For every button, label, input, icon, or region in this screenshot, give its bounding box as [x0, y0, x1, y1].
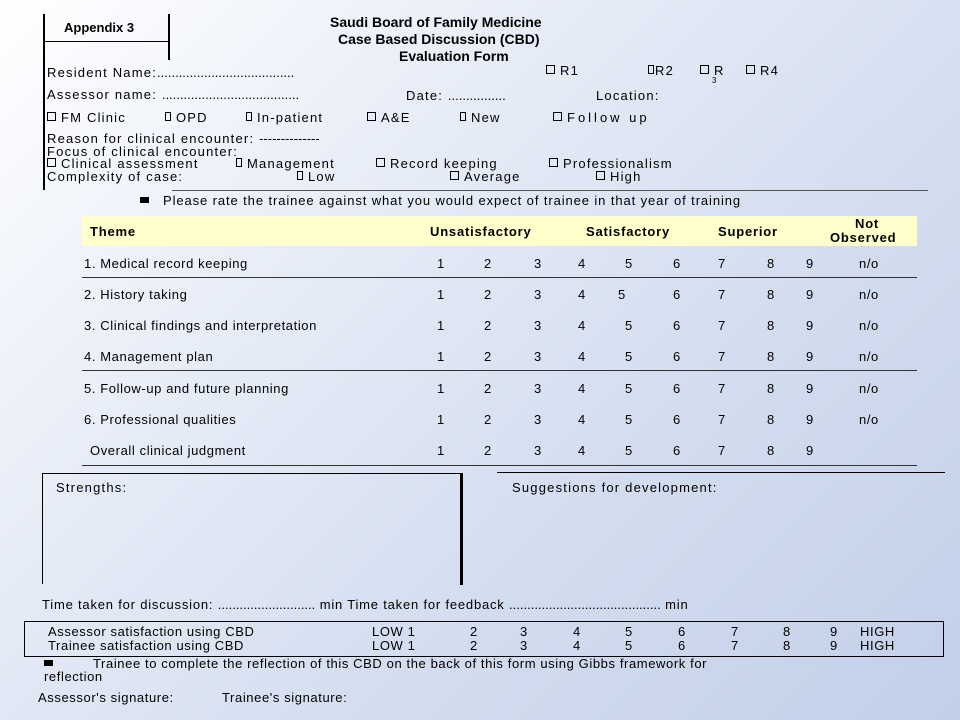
trainee-satisfaction-label: Trainee satisfaction using CBD	[48, 638, 244, 653]
rating-option-2[interactable]: 2	[484, 256, 492, 271]
focus-label: Focus of clinical encounter:	[47, 144, 239, 159]
checkbox-icon[interactable]	[700, 65, 709, 74]
rating-option-5[interactable]: 5	[625, 412, 633, 427]
checkbox-icon[interactable]	[47, 112, 56, 121]
assessor-satisfaction-option-8[interactable]: 8	[783, 624, 791, 639]
trainee-satisfaction-option-3[interactable]: 3	[520, 638, 528, 653]
trainee-satisfaction-option-8[interactable]: 8	[783, 638, 791, 653]
header-divider	[172, 190, 928, 191]
page-title: Saudi Board of Family Medicine	[330, 14, 542, 30]
rating-option-7[interactable]: 7	[718, 287, 726, 302]
checkbox-icon[interactable]	[549, 158, 558, 167]
rating-option-1[interactable]: 1	[437, 349, 445, 364]
setting-in-patient[interactable]: In-patient	[246, 110, 323, 125]
row-label: 3. Clinical findings and interpretation	[84, 318, 317, 333]
col-satisfactory: Satisfactory	[586, 224, 671, 239]
assessor-satisfaction-option-2[interactable]: 2	[470, 624, 478, 639]
col-superior: Superior	[718, 224, 778, 239]
assessor-satisfaction-low-1[interactable]: LOW 1	[372, 624, 416, 639]
strengths-divider	[460, 473, 463, 585]
rating-option-2[interactable]: 2	[484, 381, 492, 396]
row-label: Overall clinical judgment	[90, 443, 246, 458]
checkbox-icon[interactable]	[376, 158, 385, 167]
rating-option-9[interactable]: 9	[806, 256, 814, 271]
trainee-signature-label[interactable]: Trainee's signature:	[222, 690, 348, 705]
complexity-label: Complexity of case:	[47, 169, 184, 184]
rating-option-4[interactable]: 4	[578, 412, 586, 427]
checkbox-icon[interactable]	[746, 65, 755, 74]
row-label: 5. Follow-up and future planning	[84, 381, 289, 396]
date-field[interactable]: ................	[447, 88, 506, 103]
checkbox-icon[interactable]	[460, 112, 466, 121]
time-taken-line: Time taken for discussion: ........................... min Time taken for feedback .......................................... min	[42, 597, 689, 612]
r4-option[interactable]: R4	[746, 63, 779, 78]
resident-name-label: Resident Name:......................................	[47, 65, 295, 80]
checkbox-icon[interactable]	[546, 65, 555, 74]
setting-ae[interactable]: A&E	[367, 110, 411, 125]
rating-option-1[interactable]: 1	[437, 412, 445, 427]
row-divider	[82, 277, 917, 278]
rating-option-6[interactable]: 6	[673, 349, 681, 364]
rating-option-9[interactable]: 9	[806, 318, 814, 333]
rating-option-8[interactable]: 8	[767, 318, 775, 333]
rating-option-7[interactable]: 7	[718, 318, 726, 333]
rating-option-8[interactable]: 8	[767, 287, 775, 302]
discussion-time-field[interactable]: ...........................	[217, 597, 316, 612]
rating-option-1[interactable]: 1	[437, 318, 445, 333]
setting-new[interactable]: New	[460, 110, 501, 125]
trainee-satisfaction-option-9[interactable]: 9	[830, 638, 838, 653]
rating-option-1[interactable]: 1	[437, 381, 445, 396]
trainee-satisfaction-low-1[interactable]: LOW 1	[372, 638, 416, 653]
rating-option-4[interactable]: 4	[578, 287, 586, 302]
complexity-high[interactable]: High	[596, 169, 642, 184]
appendix-label: Appendix 3	[64, 20, 135, 35]
strengths-label: Strengths:	[56, 480, 128, 495]
rating-option-5[interactable]: 5	[618, 287, 626, 302]
checkbox-icon[interactable]	[648, 65, 654, 74]
assessor-satisfaction-option-6[interactable]: 6	[678, 624, 686, 639]
resident-name-field[interactable]: ......................................	[157, 65, 295, 80]
assessor-name-label: Assessor name: ......................................	[47, 87, 300, 102]
location-label: Location:	[596, 88, 660, 103]
row-divider	[82, 370, 917, 371]
not-observed-option[interactable]: n/o	[859, 318, 879, 333]
rating-option-1[interactable]: 1	[437, 287, 445, 302]
assessor-satisfaction-option-7[interactable]: 7	[731, 624, 739, 639]
row-label: 1. Medical record keeping	[84, 256, 248, 271]
r3-option[interactable]: R	[700, 63, 725, 78]
col-unsatisfactory: Unsatisfactory	[430, 224, 532, 239]
complexity-average[interactable]: Average	[450, 169, 521, 184]
reason-label: Reason for clinical encounter: --------------	[47, 131, 320, 146]
rating-option-2[interactable]: 2	[484, 412, 492, 427]
assessor-satisfaction-option-4[interactable]: 4	[573, 624, 581, 639]
col-not-observed-2: Observed	[830, 230, 897, 245]
assessor-satisfaction-option-9[interactable]: 9	[830, 624, 838, 639]
suggestions-top-border	[497, 472, 945, 473]
rating-option-9[interactable]: 9	[806, 381, 814, 396]
col-not-observed-1: Not	[855, 216, 880, 231]
col-theme: Theme	[90, 224, 136, 239]
rating-option-4[interactable]: 4	[578, 349, 586, 364]
trainee-satisfaction-option-5[interactable]: 5	[625, 638, 633, 653]
trainee-satisfaction-option-7[interactable]: 7	[731, 638, 739, 653]
rating-option-1[interactable]: 1	[437, 256, 445, 271]
focus-record-keeping[interactable]: Record keeping	[376, 156, 498, 171]
r3-subscript: 3	[712, 76, 717, 85]
trainee-satisfaction-high[interactable]: HIGH	[860, 638, 895, 653]
checkbox-icon[interactable]	[367, 112, 376, 121]
not-observed-option[interactable]: n/o	[859, 256, 879, 271]
checkbox-icon[interactable]	[596, 171, 605, 180]
assessor-satisfaction-high[interactable]: HIGH	[860, 624, 895, 639]
setting-fm-clinic[interactable]: FM Clinic	[47, 110, 126, 125]
focus-clinical-assessment[interactable]: Clinical assessment	[47, 156, 199, 171]
appendix-right-border	[168, 14, 170, 60]
row-label: 4. Management plan	[84, 349, 214, 364]
rating-instruction: Please rate the trainee against what you would expect of trainee in that year of training	[140, 193, 741, 208]
complexity-low[interactable]: Low	[297, 169, 335, 184]
rating-option-3[interactable]: 3	[534, 443, 542, 458]
trainee-satisfaction-option-4[interactable]: 4	[573, 638, 581, 653]
rating-option-3[interactable]: 3	[534, 256, 542, 271]
rating-option-3[interactable]: 3	[534, 318, 542, 333]
assessor-signature-label[interactable]: Assessor's signature:	[38, 690, 174, 705]
suggestions-label: Suggestions for development:	[512, 480, 718, 495]
rating-option-3[interactable]: 3	[534, 349, 542, 364]
row-label: 2. History taking	[84, 287, 188, 302]
rating-option-5[interactable]: 5	[625, 381, 633, 396]
rating-option-3[interactable]: 3	[534, 381, 542, 396]
checkbox-icon[interactable]	[297, 171, 303, 180]
r1-option[interactable]: R1	[546, 63, 579, 78]
feedback-time-field[interactable]: ..........................................	[509, 597, 661, 612]
checkbox-icon[interactable]	[553, 112, 562, 121]
bullet-icon	[44, 660, 53, 666]
assessor-satisfaction-option-3[interactable]: 3	[520, 624, 528, 639]
rating-option-5[interactable]: 5	[625, 256, 633, 271]
rating-option-8[interactable]: 8	[767, 381, 775, 396]
appendix-bottom-border	[43, 41, 169, 42]
rating-option-9[interactable]: 9	[806, 412, 814, 427]
rating-option-7[interactable]: 7	[718, 256, 726, 271]
rating-option-4[interactable]: 4	[578, 443, 586, 458]
not-observed-option[interactable]: n/o	[859, 381, 879, 396]
date-label: Date: ................	[406, 88, 506, 103]
bullet-icon	[140, 197, 149, 203]
focus-management[interactable]: Management	[236, 156, 335, 171]
rating-option-9[interactable]: 9	[806, 287, 814, 302]
rating-option-1[interactable]: 1	[437, 443, 445, 458]
not-observed-option[interactable]: n/o	[859, 412, 879, 427]
trainee-satisfaction-option-6[interactable]: 6	[678, 638, 686, 653]
rating-option-6[interactable]: 6	[673, 318, 681, 333]
rating-option-2[interactable]: 2	[484, 287, 492, 302]
rating-option-2[interactable]: 2	[484, 318, 492, 333]
assessor-name-field[interactable]: ......................................	[161, 87, 300, 102]
rating-option-8[interactable]: 8	[767, 349, 775, 364]
rating-option-7[interactable]: 7	[718, 443, 726, 458]
reflection-instruction: Trainee to complete the reflection of this CBD on the back of this form using Gibbs framework for	[44, 656, 707, 671]
checkbox-icon[interactable]	[236, 158, 242, 167]
rating-option-8[interactable]: 8	[767, 412, 775, 427]
rating-option-6[interactable]: 6	[673, 256, 681, 271]
rating-option-2[interactable]: 2	[484, 349, 492, 364]
trainee-satisfaction-option-2[interactable]: 2	[470, 638, 478, 653]
reason-field[interactable]: --------------	[259, 131, 320, 146]
rating-option-8[interactable]: 8	[767, 256, 775, 271]
rating-option-4[interactable]: 4	[578, 256, 586, 271]
checkbox-icon[interactable]	[246, 112, 252, 121]
form-title: Evaluation Form	[399, 48, 509, 64]
checkbox-icon[interactable]	[47, 158, 56, 167]
rating-option-7[interactable]: 7	[718, 349, 726, 364]
row-label: 6. Professional qualities	[84, 412, 237, 427]
rating-option-8[interactable]: 8	[767, 443, 775, 458]
rating-option-3[interactable]: 3	[534, 412, 542, 427]
setting-opd[interactable]: OPD	[165, 110, 208, 125]
rating-option-6[interactable]: 6	[673, 443, 681, 458]
reflection-continued: reflection	[44, 669, 103, 684]
rating-option-6[interactable]: 6	[673, 287, 681, 302]
rating-option-4[interactable]: 4	[578, 381, 586, 396]
rating-option-6[interactable]: 6	[673, 381, 681, 396]
not-observed-option[interactable]: n/o	[859, 349, 879, 364]
checkbox-icon[interactable]	[450, 171, 459, 180]
not-observed-option[interactable]: n/o	[859, 287, 879, 302]
assessor-satisfaction-label: Assessor satisfaction using CBD	[48, 624, 255, 639]
focus-professionalism[interactable]: Professionalism	[549, 156, 673, 171]
rating-option-5[interactable]: 5	[625, 349, 633, 364]
rating-option-5[interactable]: 5	[625, 318, 633, 333]
setting-follow-up[interactable]: Follow up	[553, 110, 650, 125]
page-subtitle: Case Based Discussion (CBD)	[338, 31, 540, 47]
rating-option-7[interactable]: 7	[718, 412, 726, 427]
checkbox-icon[interactable]	[165, 112, 171, 121]
rating-option-9[interactable]: 9	[806, 443, 814, 458]
rating-option-2[interactable]: 2	[484, 443, 492, 458]
rating-option-6[interactable]: 6	[673, 412, 681, 427]
rating-option-5[interactable]: 5	[625, 443, 633, 458]
rating-option-7[interactable]: 7	[718, 381, 726, 396]
r2-option[interactable]: R2	[648, 63, 674, 78]
rating-option-4[interactable]: 4	[578, 318, 586, 333]
rating-option-9[interactable]: 9	[806, 349, 814, 364]
rating-option-3[interactable]: 3	[534, 287, 542, 302]
row-divider	[82, 465, 917, 466]
assessor-satisfaction-option-5[interactable]: 5	[625, 624, 633, 639]
